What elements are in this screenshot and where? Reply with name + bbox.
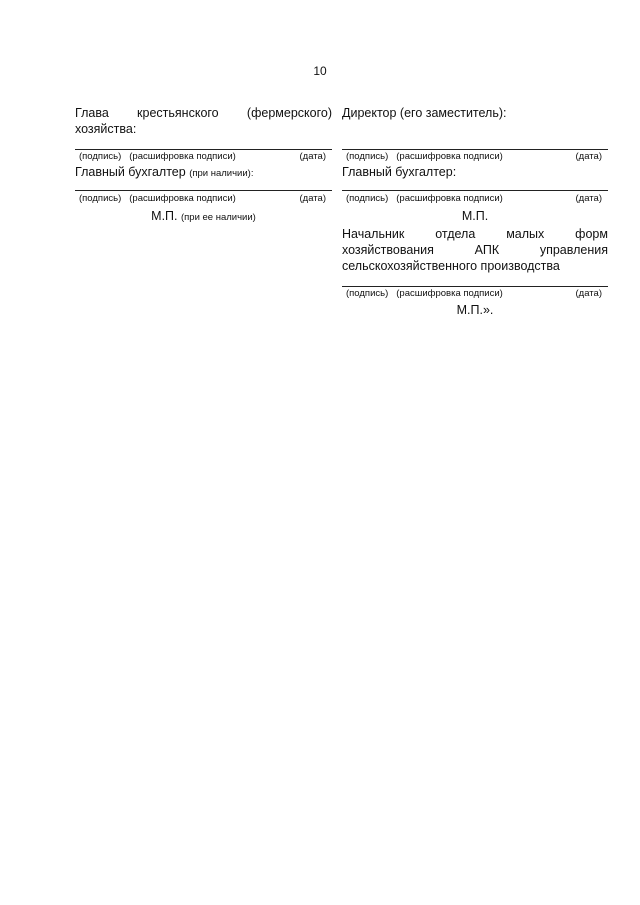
accountant-title: Главный бухгалтер:	[342, 165, 457, 179]
caption-decoding: (расшифровка подписи)	[396, 288, 503, 299]
caption-date: (дата)	[299, 151, 326, 162]
chief-title-word: хозяйствования	[342, 243, 434, 257]
caption-decoding: (расшифровка подписи)	[396, 193, 503, 204]
caption-signature: (подпись)	[79, 193, 122, 204]
signature-line	[75, 190, 332, 191]
signature-line	[342, 190, 608, 191]
caption-date: (дата)	[575, 151, 602, 162]
stamp-place: М.П.	[461, 209, 489, 223]
chief-title-word: форм	[575, 227, 608, 241]
signature-captions	[342, 193, 608, 205]
stamp-place	[75, 208, 332, 226]
chief-title-line1	[342, 226, 608, 242]
caption-date: (дата)	[575, 193, 602, 204]
caption-decoding: (расшифровка подписи)	[129, 193, 236, 204]
chief-title-line2	[342, 242, 608, 258]
signature-captions	[342, 151, 608, 163]
accountant-title	[75, 164, 332, 182]
chief-title-word: АПК	[474, 243, 500, 257]
chief-title-word: Начальник	[342, 227, 405, 241]
head-title-line2: хозяйства:	[75, 122, 137, 136]
caption-decoding: (расшифровка подписи)	[129, 151, 236, 162]
head-title-line1	[75, 105, 332, 121]
caption-signature: (подпись)	[346, 288, 389, 299]
signature-line	[342, 286, 608, 287]
stamp-main: М.П.	[151, 209, 178, 223]
head-title-word: крестьянского	[137, 106, 219, 120]
stamp-note: (при ее наличии)	[180, 212, 256, 223]
chief-title-word: малых	[506, 227, 545, 241]
head-title-word: Глава	[75, 106, 109, 120]
caption-signature: (подпись)	[346, 151, 389, 162]
director-title: Директор (его заместитель):	[342, 106, 507, 120]
accountant-note: (при наличии):	[189, 168, 254, 179]
caption-date: (дата)	[299, 193, 326, 204]
caption-signature: (подпись)	[346, 193, 389, 204]
final-stamp: М.П.».	[456, 303, 494, 317]
signature-captions	[342, 288, 608, 300]
chief-title-word: отдела	[435, 227, 476, 241]
caption-date: (дата)	[575, 288, 602, 299]
accountant-title-text: Главный бухгалтер	[75, 165, 186, 179]
page-number: 10	[313, 64, 327, 78]
caption-signature: (подпись)	[79, 151, 122, 162]
caption-decoding: (расшифровка подписи)	[396, 151, 503, 162]
signature-line	[75, 149, 332, 150]
head-title-word: (фермерского)	[246, 106, 332, 120]
signature-captions	[75, 151, 332, 163]
chief-title-word: управления	[539, 243, 608, 257]
chief-title-line3: сельскохозяйственного производства	[342, 259, 560, 273]
signature-line	[342, 149, 608, 150]
signature-captions	[75, 193, 332, 205]
